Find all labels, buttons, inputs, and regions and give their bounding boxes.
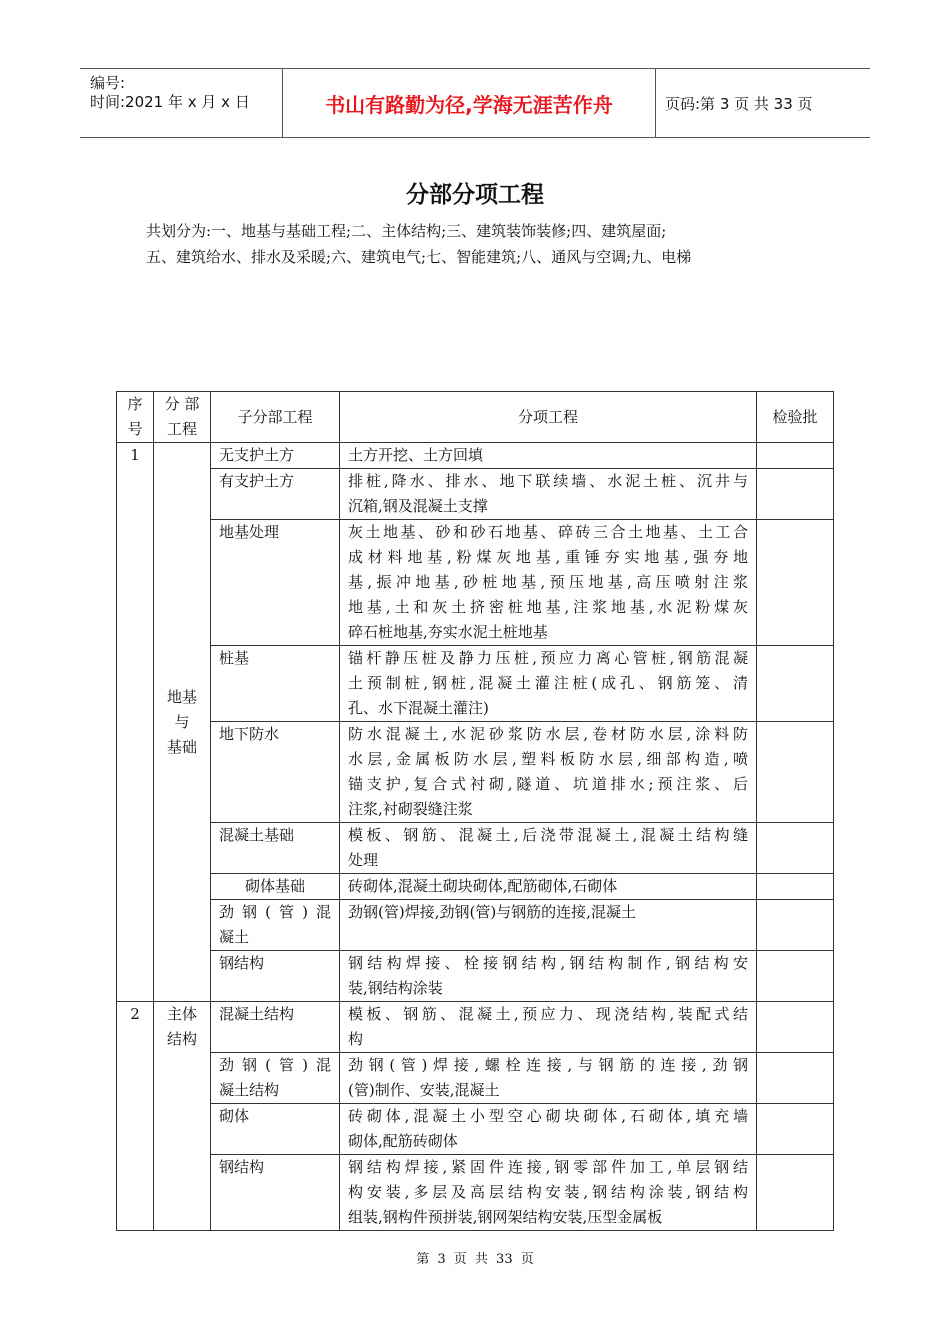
table-row xyxy=(117,646,834,722)
subdivision-name xyxy=(211,443,340,469)
item-line: 砖砌体,混凝土小型空心砌块砌体,石砌体,填充墙 xyxy=(348,1107,748,1125)
subdivision-name xyxy=(211,874,340,900)
item-line: 钢结构焊接,紧固件连接,钢零部件加工,单层钢结 xyxy=(348,1158,748,1176)
header-no-line-2: 号 xyxy=(127,420,143,438)
table-row xyxy=(117,900,834,951)
subdivision-name xyxy=(211,823,340,874)
table-row xyxy=(117,1104,834,1155)
subdivision-line: 无支护土方 xyxy=(219,446,295,464)
item-line: 沉箱,钢及混凝土支撑 xyxy=(348,497,488,515)
inspection-lot-cell xyxy=(757,469,834,520)
subdivision-line: 钢结构 xyxy=(219,1158,265,1176)
division-name xyxy=(154,1002,211,1231)
item-list xyxy=(340,874,757,900)
item-line: 水层,金属板防水层,塑料板防水层,细部构造,喷 xyxy=(348,750,748,768)
subdivision-name xyxy=(211,900,340,951)
subdivision-name xyxy=(211,520,340,646)
table-row xyxy=(117,1002,834,1053)
inspection-lot-cell xyxy=(757,1053,834,1104)
item-list xyxy=(340,823,757,874)
inspection-lot-cell xyxy=(757,823,834,874)
subdivision-line: 有支护土方 xyxy=(219,472,295,490)
item-line: 组装,钢构件预拼装,钢网架结构安装,压型金属板 xyxy=(348,1208,663,1226)
header-subdivision: 子分部工程 xyxy=(211,392,340,443)
item-line: 处理 xyxy=(348,851,379,869)
item-line: 装,钢结构涂装 xyxy=(348,979,443,997)
table-row xyxy=(117,1053,834,1104)
item-line: 排桩,降水、排水、地下联续墙、水泥土桩、沉井与 xyxy=(348,472,748,490)
header-division-line-1: 分 部 xyxy=(164,395,200,413)
item-list xyxy=(340,646,757,722)
table-header-row xyxy=(117,392,834,443)
item-line: 灰土地基、砂和砂石地基、碎砖三合土地基、土工合 xyxy=(348,523,748,541)
subdivision-line: 凝土结构 xyxy=(219,1081,280,1099)
item-line: 劲钢(管)焊接,螺栓连接,与钢筋的连接,劲钢 xyxy=(348,1056,748,1074)
subdivision-line: 劲钢(管)混 xyxy=(219,903,331,921)
subdivision-line: 钢结构 xyxy=(219,954,265,972)
item-line: 防水混凝土,水泥砂浆防水层,卷材防水层,涂料防 xyxy=(348,725,748,743)
item-line: 锚支护,复合式衬砌,隧道、坑道排水;预注浆、后 xyxy=(348,775,748,793)
page-footer: 第 3 页 共 33 页 xyxy=(416,1252,534,1267)
inspection-lot-cell xyxy=(757,520,834,646)
header-division xyxy=(154,392,211,443)
table-row xyxy=(117,520,834,646)
table-row xyxy=(117,1155,834,1231)
subdivision-line: 混凝土基础 xyxy=(219,826,295,844)
item-line: (管)制作、安装,混凝土 xyxy=(348,1081,500,1099)
table-row xyxy=(117,469,834,520)
intro-line-2: 五、建筑给水、排水及采暖;六、建筑电气;七、智能建筑;八、通风与空调;九、电梯 xyxy=(146,248,692,266)
row-number: 1 xyxy=(117,443,154,1002)
item-line: 构安装,多层及高层结构安装,钢结构涂装,钢结构 xyxy=(348,1183,748,1201)
item-list xyxy=(340,1002,757,1053)
document-header xyxy=(80,68,870,138)
header-lot: 检验批 xyxy=(757,392,834,443)
header-no xyxy=(117,392,154,443)
item-line: 构 xyxy=(348,1030,364,1048)
item-line: 碎石桩地基,夯实水泥土桩地基 xyxy=(348,623,548,641)
item-line: 注浆,衬砌裂缝注浆 xyxy=(348,800,473,818)
item-list xyxy=(340,1053,757,1104)
item-line: 土方开挖、土方回填 xyxy=(348,446,484,464)
subdivision-line: 劲钢(管)混 xyxy=(219,1056,331,1074)
division-name-line: 地基 xyxy=(166,687,197,706)
intro-line-1: 共划分为:一、地基与基础工程;二、主体结构;三、建筑装饰装修;四、建筑屋面; xyxy=(146,222,667,240)
inspection-lot-cell xyxy=(757,1104,834,1155)
inspection-lot-cell xyxy=(757,722,834,823)
header-meta xyxy=(80,69,282,137)
table-row xyxy=(117,823,834,874)
subdivision-name xyxy=(211,1053,340,1104)
item-list xyxy=(340,520,757,646)
header-division-line-2: 工程 xyxy=(166,420,197,438)
item-line: 劲钢(管)焊接,劲钢(管)与钢筋的连接,混凝土 xyxy=(348,903,636,921)
table-row xyxy=(117,722,834,823)
inspection-lot-cell xyxy=(757,1155,834,1231)
division-name-line: 与 xyxy=(174,712,190,731)
subdivision-line: 桩基 xyxy=(219,649,250,667)
division-name-line: 结构 xyxy=(166,1030,197,1048)
division-name xyxy=(154,443,211,1002)
table-row xyxy=(117,951,834,1002)
item-line: 锚杆静压桩及静力压桩,预应力离心管桩,钢筋混凝 xyxy=(348,649,748,667)
item-list xyxy=(340,1104,757,1155)
item-list xyxy=(340,722,757,823)
number-label: 编号: xyxy=(90,74,126,92)
inspection-lot-cell xyxy=(757,646,834,722)
subdivision-name xyxy=(211,1155,340,1231)
item-line: 基,振冲地基,砂桩地基,预压地基,高压喷射注浆 xyxy=(348,573,748,591)
inspection-lot-cell xyxy=(757,443,834,469)
subdivision-name xyxy=(211,469,340,520)
inspection-lot-cell xyxy=(757,874,834,900)
table-row xyxy=(117,874,834,900)
subdivision-name xyxy=(211,722,340,823)
item-list xyxy=(340,1155,757,1231)
subdivision-line: 地下防水 xyxy=(219,725,280,743)
item-line: 模板、钢筋、混凝土,预应力、现浇结构,装配式结 xyxy=(348,1005,748,1023)
inspection-lot-cell xyxy=(757,900,834,951)
item-line: 砌体,配筋砖砌体 xyxy=(348,1132,458,1150)
page-info: 页码:第 3 页 共 33 页 xyxy=(665,94,813,113)
page-title: 分部分项工程 xyxy=(406,182,544,208)
item-line: 模板、钢筋、混凝土,后浇带混凝土,混凝土结构缝 xyxy=(348,826,748,844)
table-row xyxy=(117,443,834,469)
item-line: 砖砌体,混凝土砌块砌体,配筋砌体,石砌体 xyxy=(348,877,618,895)
subdivision-name xyxy=(211,1002,340,1053)
header-no-line-1: 序 xyxy=(127,395,143,413)
subdivision-line: 混凝土结构 xyxy=(219,1005,295,1023)
subdivision-line: 砌体 xyxy=(219,1107,250,1125)
item-list xyxy=(340,951,757,1002)
item-line: 孔、水下混凝土灌注) xyxy=(348,699,489,717)
subdivision-line: 地基处理 xyxy=(219,523,280,541)
subdivision-name xyxy=(211,1104,340,1155)
motto: 书山有路勤为径,学海无涯苦作舟 xyxy=(282,69,656,137)
item-list xyxy=(340,443,757,469)
header-items: 分项工程 xyxy=(340,392,757,443)
time-label: 时间:2021 年 x 月 x 日 xyxy=(90,93,250,111)
division-name-line: 基础 xyxy=(166,737,197,756)
item-list xyxy=(340,469,757,520)
subdivision-line: 凝土 xyxy=(219,928,250,946)
inspection-lot-cell xyxy=(757,951,834,1002)
item-line: 地基,土和灰土挤密桩地基,注浆地基,水泥粉煤灰 xyxy=(348,598,748,616)
subdivision-name xyxy=(211,951,340,1002)
inspection-lot-cell xyxy=(757,1002,834,1053)
division-name-line: 主体 xyxy=(166,1005,197,1023)
item-list xyxy=(340,900,757,951)
item-line: 土预制桩,钢桩,混凝土灌注桩(成孔、钢筋笼、清 xyxy=(348,674,748,692)
subdivision-name xyxy=(211,646,340,722)
subdivision-line: 砌体基础 xyxy=(244,877,305,895)
item-line: 钢结构焊接、栓接钢结构,钢结构制作,钢结构安 xyxy=(348,954,748,972)
item-line: 成材料地基,粉煤灰地基,重锤夯实地基,强夯地 xyxy=(348,548,748,566)
row-number: 2 xyxy=(117,1002,154,1231)
division-table xyxy=(116,391,834,1231)
